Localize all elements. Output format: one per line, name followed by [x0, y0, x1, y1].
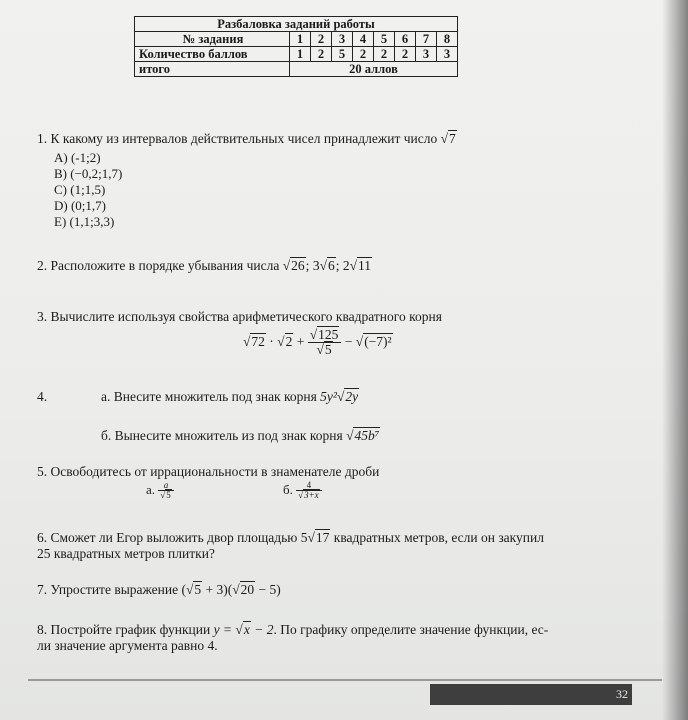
question-8 — [37, 622, 548, 637]
coefficient: 3 — [312, 258, 320, 273]
score-cell: 3 — [416, 47, 437, 62]
sqrt-expression: √(−7)² — [355, 333, 392, 349]
page-number: 32 — [616, 687, 628, 701]
separator: ; — [335, 258, 340, 273]
radicand: 72 — [251, 333, 265, 349]
question-4-number: 4. — [37, 389, 48, 404]
question-3-text: 3. Вычислите используя свойства арифметического квадратного корня — [37, 309, 442, 324]
total-cell: 20 аллов — [290, 62, 458, 77]
score-cell: 2 — [374, 47, 395, 62]
question-2 — [37, 258, 372, 273]
radicand: 3+x — [304, 490, 319, 501]
score-table — [134, 16, 458, 77]
q1-option-d: D) (0;1,7) — [54, 198, 106, 213]
q1-option-c: C) (1;1,5) — [54, 182, 106, 197]
sqrt-expression: √20 — [232, 582, 255, 597]
sqrt-expression: √2y — [336, 389, 359, 404]
task-number-cell: 4 — [353, 32, 374, 47]
sqrt-expression: √5 — [185, 582, 202, 597]
question-8-text-cont: . По графику определите значение функции, ес- — [273, 622, 549, 637]
question-2-text: 2. Расположите в порядке убывания числа — [37, 258, 280, 273]
fraction: $\frac{a}{√5}$ — [158, 481, 173, 501]
radicand: 20 — [240, 582, 255, 597]
question-4a — [101, 389, 359, 404]
radicand: 7 — [449, 131, 456, 146]
coefficient: 5 — [300, 530, 308, 545]
radicand: 6 — [327, 258, 335, 273]
sqrt-expression: √26 — [282, 258, 305, 273]
q1-option-b: B) (−0,2;1,7) — [54, 166, 123, 181]
item-label: а. — [146, 481, 156, 497]
radicand: 2y — [345, 389, 359, 404]
radicand: (−7)² — [364, 333, 392, 349]
sqrt-expression: √45b⁷ — [346, 428, 380, 443]
task-number-cell: 3 — [332, 32, 353, 47]
question-5-text: 5. Освободитесь от иррациональности в знаменателе дроби — [37, 464, 380, 479]
score-cell: 5 — [332, 47, 353, 62]
task-number-cell: 8 — [437, 32, 458, 47]
score-table-row-scores — [135, 47, 458, 62]
score-cell: 2 — [395, 47, 416, 62]
sqrt-expression: √7 — [440, 131, 456, 146]
radicand: 2 — [285, 333, 293, 349]
coefficient: 2 — [342, 258, 350, 273]
function-formula: y = √x − 2 — [213, 622, 274, 637]
numerator: a — [158, 481, 173, 491]
question-6 — [37, 530, 544, 545]
radicand: 125 — [318, 327, 339, 342]
question-5a — [146, 481, 174, 501]
sqrt-expression: √6 — [319, 258, 335, 273]
question-4b-text: б. Вынесите множитель из под знак корня — [101, 428, 343, 443]
radicand: 45b⁷ — [354, 428, 380, 443]
q1-option-a: A) (-1;2) — [54, 150, 101, 165]
task-number-cell: 2 — [311, 32, 332, 47]
question-3-formula: √72 · √2 + $\frac{√125}{√5}$ − √(−7)² — [243, 327, 392, 358]
row-label-total: итого — [135, 62, 290, 77]
radicand: 11 — [358, 258, 372, 273]
question-6-text: 6. Сможет ли Егор выложить двор площадью — [37, 530, 298, 545]
question-4b — [101, 428, 380, 443]
question-5b — [283, 481, 322, 501]
question-7-text: 7. Упростите выражение — [37, 582, 179, 597]
score-cell: 1 — [290, 47, 311, 62]
task-number-cell: 6 — [395, 32, 416, 47]
score-cell: 3 — [437, 47, 458, 62]
question-1-text: 1. К какому из интервалов действительных чисел принадлежит число — [37, 131, 438, 146]
score-cell: 2 — [311, 47, 332, 62]
question-7: 7. Упростите выражение (√5 + 3)(√20 − 5) — [37, 582, 281, 597]
radicand: 5 — [194, 582, 202, 597]
row-label-points: Количество баллов — [135, 47, 290, 62]
radicand: 26 — [291, 258, 305, 273]
page-edge-shadow — [662, 0, 688, 720]
radicand: 5 — [324, 342, 332, 358]
page-number-bar — [430, 684, 632, 705]
task-number-cell: 5 — [374, 32, 395, 47]
question-4a-text: а. Внесите множитель под знак корня — [101, 389, 317, 404]
task-number-cell: 7 — [416, 32, 437, 47]
sqrt-expression: √17 — [307, 530, 330, 545]
score-table-row-total — [135, 62, 458, 77]
question-1 — [37, 131, 457, 146]
separator: ; — [305, 258, 310, 273]
row-label-task: № задания — [135, 32, 290, 47]
q1-option-e: E) (1,1;3,3) — [54, 214, 115, 229]
sqrt-expression: √11 — [349, 258, 372, 273]
fraction: $\frac{√125}{√5}$ — [308, 328, 342, 357]
coefficient: 5y² — [320, 389, 337, 404]
score-table-row-numbers — [135, 32, 458, 47]
score-cell: 2 — [353, 47, 374, 62]
question-6-text-cont: квадратных метров, если он закупил — [333, 530, 544, 545]
question-8-text: 8. Постройте график функции — [37, 622, 211, 637]
task-number-cell: 1 — [290, 32, 311, 47]
score-table-title: Разбаловка заданий работы — [135, 17, 458, 32]
sqrt-expression: √2 — [277, 333, 293, 349]
radicand: 5 — [166, 490, 171, 501]
question-6-line2: 25 квадратных метров плитки? — [37, 546, 215, 561]
fraction: $\frac{4}{√3+x}$ — [296, 481, 322, 501]
numerator: 4 — [296, 481, 322, 491]
footer-divider — [28, 679, 662, 681]
sqrt-expression: √72 — [243, 333, 265, 349]
item-label: б. — [283, 481, 293, 497]
question-8-line2: ли значение аргумента равно 4. — [37, 638, 218, 653]
radicand: 17 — [315, 530, 330, 545]
